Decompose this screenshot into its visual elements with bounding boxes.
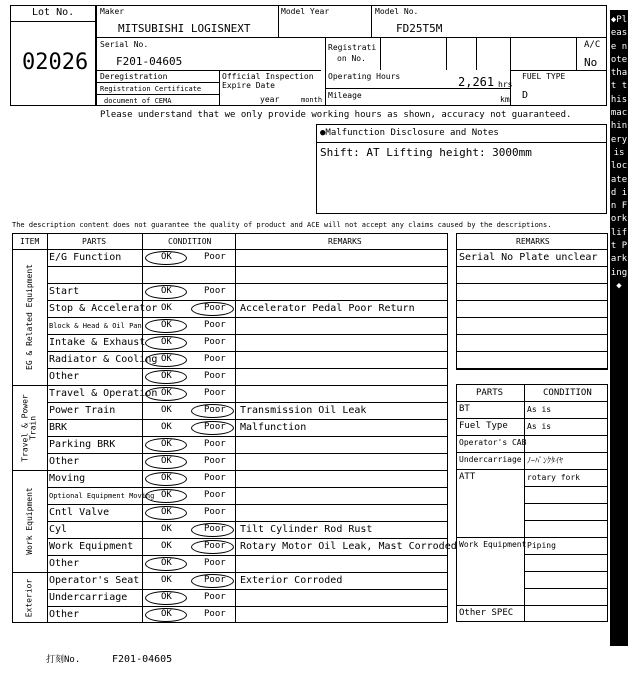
poor-selected-oval [191, 540, 234, 554]
month-label: month [301, 96, 323, 104]
condition-poor: Poor [204, 286, 226, 296]
condition-poor: Poor [204, 252, 226, 262]
malfunction-text: Shift: AT Lifting height: 3000mm [320, 146, 532, 159]
part-label: Other [49, 558, 80, 569]
part-label: Optional Equipment Moving [49, 492, 155, 500]
spec-part: ATT [459, 472, 476, 482]
condition-ok: OK [161, 371, 172, 381]
ok-selected-oval [145, 336, 187, 350]
item-group-name: EG & Related Equipment [24, 264, 34, 370]
remark-text: Rotary Motor Oil Leak, Mast Corroded [240, 541, 457, 552]
condition-ok: OK [161, 337, 172, 347]
ok-selected-oval [145, 285, 187, 299]
condition-poor: Poor [204, 541, 226, 551]
condition-ok: OK [161, 524, 172, 534]
condition-poor: Poor [204, 422, 226, 432]
item-group-name: Exterior [24, 578, 34, 617]
spec-condition: rotary fork [527, 473, 580, 482]
condition-poor: Poor [204, 558, 226, 568]
official-inspection-label-2: Expire Date [222, 81, 275, 90]
ok-selected-oval [145, 370, 187, 384]
condition-poor: Poor [204, 609, 226, 619]
ac-label: A/C [584, 40, 601, 50]
condition-poor: Poor [204, 524, 226, 534]
item-group-label [20, 572, 40, 623]
km-unit: km [500, 95, 510, 104]
ok-selected-oval [145, 489, 187, 503]
condition-poor: Poor [204, 303, 226, 313]
sidebar-notice-text: ◆Please note that this machinery is located in Forklift Parking◆ [610, 15, 628, 291]
poor-selected-oval [191, 574, 234, 588]
part-label: Travel & Operation [49, 388, 158, 399]
condition-poor: Poor [204, 473, 226, 483]
condition-ok: OK [161, 439, 172, 449]
condition-ok: OK [161, 354, 172, 364]
serial-label: Serial No. [100, 40, 149, 49]
right-remarks-header: REMARKS [516, 237, 550, 246]
condition-poor: Poor [204, 439, 226, 449]
condition-poor: Poor [204, 575, 226, 585]
spec-part: Undercarriage [459, 455, 522, 464]
condition-ok: OK [161, 592, 172, 602]
condition-poor: Poor [204, 371, 226, 381]
right-remark-text: Serial No Plate unclear [459, 252, 598, 263]
poor-selected-oval [191, 421, 234, 435]
part-label: Other [49, 609, 80, 620]
part-label: E/G Function [49, 252, 122, 263]
part-label: Radiator & Cooling [49, 354, 158, 365]
model-no-label: Model No. [375, 7, 419, 16]
remark-text: Exterior Corroded [240, 575, 343, 586]
condition-ok: OK [161, 388, 172, 398]
registration-label-1: Registrati [328, 43, 377, 52]
poor-selected-oval [191, 302, 234, 316]
spec-part: BT [459, 404, 470, 414]
part-label: Work Equipment [49, 541, 134, 552]
condition-ok: OK [161, 252, 172, 262]
part-label: Parking BRK [49, 439, 116, 450]
malfunction-title: ●Malfunction Disclosure and Notes [320, 128, 499, 138]
remark-text: Tilt Cylinder Rod Rust [240, 524, 373, 535]
item-group-name-line2: Train [28, 415, 38, 440]
disclaimer: The description content does not guarantee the quality of product and ACE will not accept any claims caused by the descriptions. [12, 221, 552, 229]
condition-ok: OK [161, 507, 172, 517]
condition-ok: OK [161, 473, 172, 483]
condition-poor: Poor [204, 337, 226, 347]
ac-value: No [584, 56, 598, 69]
hours-notice: Please understand that we only provide working hours as shown, accuracy not guaranteed. [100, 110, 572, 120]
item-group-name-line1: Travel & Power [20, 393, 30, 462]
document-cema-label: document of CEMA [104, 97, 172, 105]
condition-ok: OK [161, 490, 172, 500]
condition-ok: OK [161, 609, 172, 619]
spec-condition: ﾉｰﾊﾟﾝｸﾀｲﾔ [527, 456, 563, 465]
deregistration-label: Deregistration [100, 72, 168, 81]
spec-condition: As is [527, 422, 552, 431]
item-group-label [20, 470, 40, 572]
engraving-label: 打刻No. [46, 655, 81, 665]
registration-certificate-label: Registration Certificate [100, 85, 202, 93]
spec-part: Operator's CAB [459, 438, 527, 447]
official-inspection-label-1: Official Inspection [222, 72, 314, 81]
condition-ok: OK [161, 541, 172, 551]
part-label: Undercarriage [49, 592, 128, 603]
part-label: Block & Head & Oil Pan [49, 322, 142, 330]
condition-poor: Poor [204, 456, 226, 466]
part-label: Intake & Exhaust [49, 337, 146, 348]
spec-part: Fuel Type [459, 421, 508, 431]
parts-header: PARTS [476, 388, 504, 398]
part-label: Operator's Seat [49, 575, 140, 586]
ok-selected-oval [145, 472, 187, 486]
header-parts: PARTS [82, 237, 107, 246]
condition-poor: Poor [204, 507, 226, 517]
operating-hours-label: Operating Hours [328, 72, 401, 81]
part-label: Moving [49, 473, 86, 484]
header-condition: CONDITION [168, 237, 212, 246]
item-group-label [20, 249, 40, 385]
condition-poor: Poor [204, 405, 226, 415]
condition-poor: Poor [204, 320, 226, 330]
item-group-name: Work Equipment [24, 487, 34, 555]
poor-selected-oval [191, 404, 234, 418]
spec-part: Work Equipment [459, 540, 527, 549]
model-no-value: FD25T5M [396, 22, 443, 35]
year-label: year [260, 95, 280, 104]
operating-hours-value: 2,261 [458, 75, 495, 89]
fuel-type-value: D [522, 90, 529, 101]
remark-text: Accelerator Pedal Poor Return [240, 303, 415, 314]
condition-ok: OK [161, 405, 172, 415]
ok-selected-oval [145, 608, 187, 622]
part-label: Cyl [49, 524, 68, 535]
part-label: BRK [49, 422, 68, 433]
ok-selected-oval [145, 438, 187, 452]
condition-ok: OK [161, 286, 172, 296]
ok-selected-oval [145, 319, 187, 333]
condition-header: CONDITION [543, 388, 592, 398]
remark-text: Transmission Oil Leak [240, 405, 367, 416]
condition-ok: OK [161, 422, 172, 432]
part-label: Other [49, 371, 80, 382]
ok-selected-oval [145, 387, 187, 401]
ok-selected-oval [145, 506, 187, 520]
part-label: Cntl Valve [49, 507, 110, 518]
spec-condition: Piping [527, 541, 556, 550]
condition-ok: OK [161, 320, 172, 330]
header-remarks: REMARKS [328, 237, 362, 246]
ok-selected-oval [145, 557, 187, 571]
engraving-value: F201-04605 [112, 654, 173, 665]
remark-text: Malfunction [240, 422, 307, 433]
condition-poor: Poor [204, 354, 226, 364]
ok-selected-oval [145, 353, 187, 367]
poor-selected-oval [191, 523, 234, 537]
maker-label: Maker [100, 7, 125, 16]
registration-label-2: on No. [337, 54, 366, 63]
condition-poor: Poor [204, 592, 226, 602]
condition-ok: OK [161, 558, 172, 568]
model-year-label: Model Year [281, 7, 330, 16]
item-group-label [20, 385, 40, 470]
part-label: Stop & Accelerator [49, 303, 158, 314]
condition-ok: OK [161, 456, 172, 466]
serial-value: F201-04605 [116, 55, 183, 68]
ok-selected-oval [145, 591, 187, 605]
condition-poor: Poor [204, 388, 226, 398]
spec-condition: As is [527, 405, 552, 414]
header-item: ITEM [20, 237, 40, 246]
part-label: Power Train [49, 405, 116, 416]
ok-selected-oval [145, 251, 187, 265]
condition-ok: OK [161, 303, 172, 313]
condition-poor: Poor [204, 490, 226, 500]
hrs-unit: hrs [498, 80, 513, 89]
part-label: Start [49, 286, 80, 297]
part-label: Other [49, 456, 80, 467]
lot-number: 02026 [22, 50, 89, 75]
lot-label: Lot No. [32, 7, 75, 18]
ok-selected-oval [145, 455, 187, 469]
fuel-type-label: FUEL TYPE [522, 72, 566, 81]
spec-part: Other SPEC [459, 608, 514, 618]
condition-ok: OK [161, 575, 172, 585]
mileage-label: Mileage [328, 91, 362, 100]
maker-value: MITSUBISHI LOGISNEXT [118, 22, 251, 35]
